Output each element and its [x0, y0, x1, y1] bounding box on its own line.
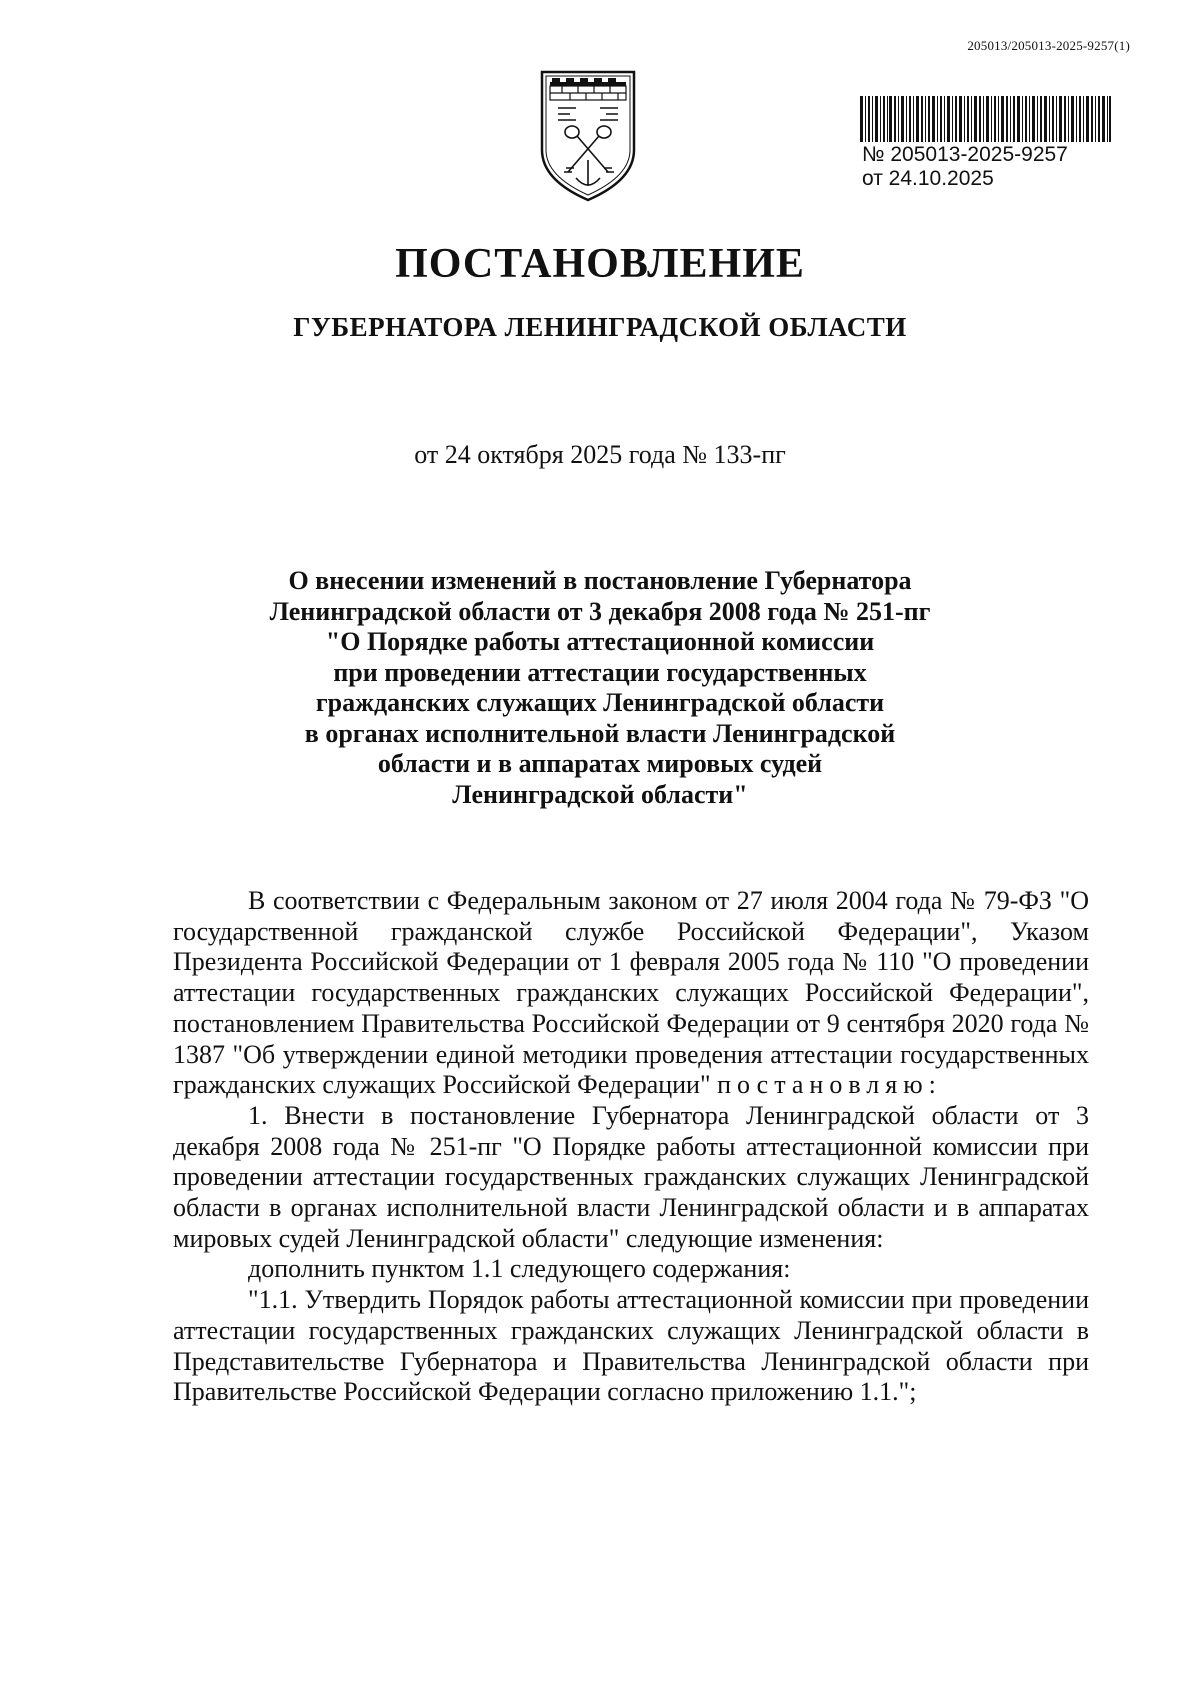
subject-line: "О Порядке работы аттестационной комиссии — [325, 627, 875, 656]
registration-number: № 205013-2025-9257 — [862, 143, 1068, 166]
preamble-text: В соответствии с Федеральным законом от 27 июля 2004 года № 79-ФЗ "О государственной гражданской службе Российской Федерации", Указом Президента Российской Федерации от 1 февраля 2005 года № 110 "О проведении аттестации государственных гражданских служащих Российской Федерации", постановлением Правительства Российской Федерации от 9 сентября 2020 года № 1387 "Об утверждении единой методики проведения аттестации государственных гражданских служащих Российской Федерации" — [173, 886, 1089, 1100]
subject-line: Ленинградской области" — [452, 779, 748, 809]
subject-line: области и в аппаратах мировых судей — [377, 749, 823, 778]
registration-date: от 24.10.2025 — [862, 167, 994, 190]
document-reference: 205013/205013-2025-9257(1) — [967, 38, 1130, 53]
registration-stamp — [862, 143, 1068, 191]
subject-line: гражданских служащих Ленинградской области — [315, 688, 885, 717]
preamble-paragraph — [173, 886, 1089, 1101]
item-1-paragraph: 1. Внести в постановление Губернатора Ленинградской области от 3 декабря 2008 года № 251-пг "О Порядке работы аттестационной комиссии при проведении аттестации государственных гражданских служащих Ленинградской области в органах исполнительной власти Ленинградской области и в аппаратах мировых судей Ленинградской области" следующие изменения: — [173, 1100, 1089, 1253]
subject-line: Ленинградской области от 3 декабря 2008 года № 251-пг — [269, 596, 931, 626]
document-subject — [200, 566, 1000, 810]
item-1-1-paragraph: "1.1. Утвердить Порядок работы аттестационной комиссии при проведении аттестации государственных гражданских служащих Ленинградской области в Представительстве Губернатора и Правительства Ленинградской области при Правительстве Российской Федерации согласно приложению 1.1."; — [173, 1285, 1089, 1407]
decree-word: постановляю: — [717, 1070, 942, 1100]
subject-line: при проведении аттестации государственных — [333, 657, 867, 687]
document-issuer: ГУБЕРНАТОРА ЛЕНИНГРАДСКОЙ ОБЛАСТИ — [293, 312, 907, 342]
coat-of-arms-icon — [538, 68, 638, 204]
item-1-subparagraph: дополнить пунктом 1.1 следующего содержания: — [248, 1254, 791, 1284]
subject-line: в органах исполнительной власти Ленинградской — [304, 718, 896, 748]
document-body — [173, 886, 1089, 1408]
document-type-title: ПОСТАНОВЛЕНИЕ — [395, 241, 805, 287]
subject-line: О внесении изменений в постановление Губернатора — [288, 566, 912, 595]
barcode — [858, 96, 1112, 142]
document-date-number: от 24 октября 2025 года № 133-пг — [414, 440, 786, 469]
